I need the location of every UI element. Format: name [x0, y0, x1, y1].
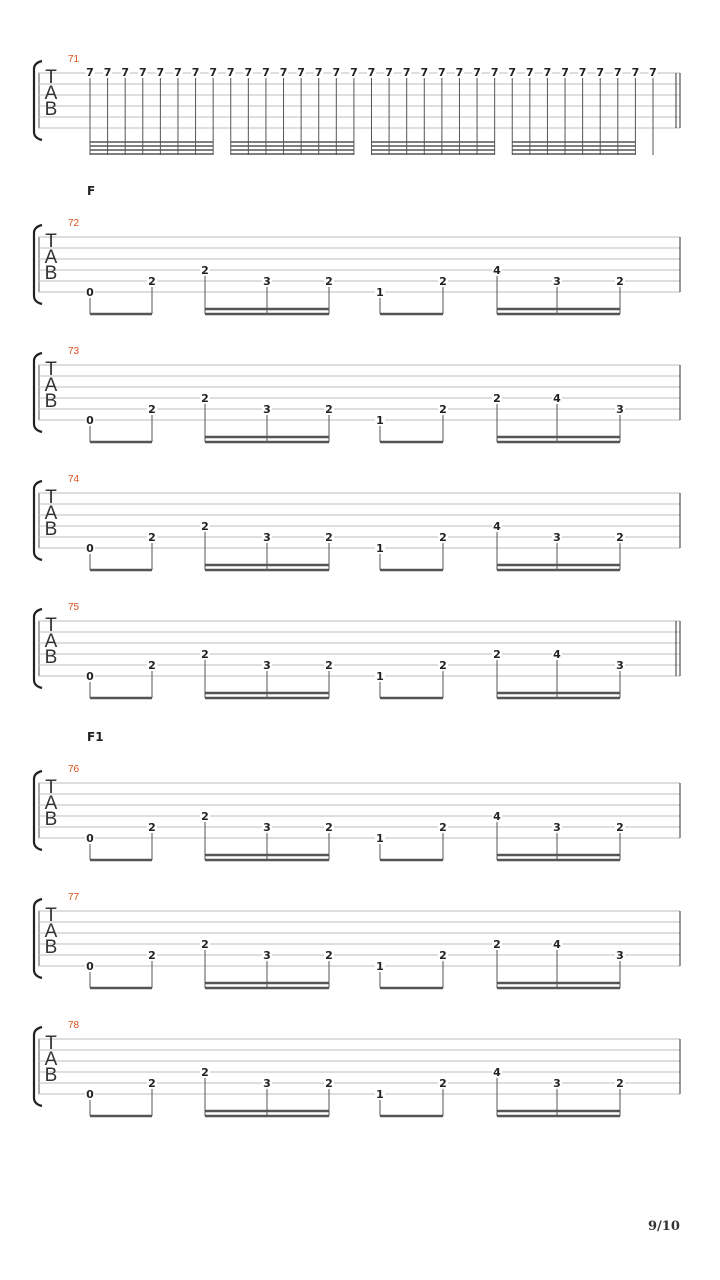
fret-number: 2 — [148, 949, 156, 962]
fret-number: 7 — [385, 66, 393, 79]
tab-system — [34, 602, 680, 698]
fret-number: 2 — [201, 810, 209, 823]
fret-number: 7 — [420, 66, 429, 79]
fret-number: 2 — [616, 531, 624, 544]
fret-number: 3 — [263, 821, 271, 834]
fret-number: 2 — [325, 403, 333, 416]
fret-number: 2 — [148, 275, 156, 288]
tab-system — [34, 184, 680, 314]
measure-number: 76 — [68, 764, 80, 775]
tab-clef-letter: T — [45, 67, 57, 88]
tab-system — [34, 346, 680, 442]
measure-number: 73 — [68, 346, 80, 357]
section-label: F1 — [87, 730, 104, 744]
tab-clef-letter: T — [45, 487, 57, 508]
fret-number: 7 — [455, 66, 464, 79]
fret-number: 0 — [86, 1088, 94, 1101]
tab-system — [34, 730, 680, 860]
fret-number: 2 — [439, 1077, 447, 1090]
tab-clef-letter: A — [44, 375, 58, 396]
fret-number: 3 — [553, 821, 561, 834]
fret-number: 1 — [376, 414, 384, 427]
page-number: 9/10 — [648, 1219, 680, 1234]
tab-clef-letter: T — [45, 359, 57, 380]
measure-number: 75 — [68, 602, 80, 613]
fret-number: 2 — [616, 821, 624, 834]
tab-clef-letter: A — [44, 1049, 58, 1070]
fret-number: 3 — [263, 403, 271, 416]
fret-number: 2 — [439, 531, 447, 544]
fret-number: 2 — [439, 659, 447, 672]
tab-clef-letter: T — [45, 905, 57, 926]
fret-number: 7 — [279, 66, 288, 79]
fret-number: 2 — [148, 659, 156, 672]
fret-number: 7 — [138, 66, 147, 79]
fret-number: 1 — [376, 670, 384, 683]
fret-number: 4 — [493, 1066, 501, 1079]
fret-number: 2 — [201, 392, 209, 405]
tab-clef-letter: B — [44, 1065, 58, 1086]
fret-number: 2 — [201, 1066, 209, 1079]
fret-number: 7 — [332, 66, 341, 79]
fret-number: 2 — [493, 938, 501, 951]
fret-number: 2 — [616, 1077, 624, 1090]
fret-number: 2 — [201, 938, 209, 951]
tab-clef-letter: B — [44, 99, 58, 120]
tab-clef-letter: B — [44, 937, 58, 958]
fret-number: 0 — [86, 832, 94, 845]
fret-number: 7 — [631, 66, 640, 79]
fret-number: 7 — [350, 66, 358, 79]
fret-number: 2 — [325, 1077, 333, 1090]
tab-clef-letter: A — [44, 631, 58, 652]
fret-number: 3 — [263, 275, 271, 288]
measure-number: 74 — [68, 474, 80, 485]
fret-number: 7 — [103, 66, 112, 79]
fret-number: 2 — [439, 821, 447, 834]
fret-number: 7 — [526, 66, 534, 79]
fret-number: 3 — [616, 659, 624, 672]
fret-number: 7 — [438, 66, 446, 79]
fret-number: 4 — [553, 648, 561, 661]
fret-number: 3 — [263, 531, 271, 544]
fret-number: 2 — [201, 520, 209, 533]
fret-number: 0 — [86, 542, 94, 555]
tab-system — [34, 54, 680, 155]
fret-number: 0 — [86, 286, 94, 299]
fret-number: 2 — [201, 648, 209, 661]
fret-number: 7 — [367, 66, 376, 79]
fret-number: 7 — [490, 66, 499, 79]
measure-number: 77 — [68, 892, 80, 903]
fret-number: 7 — [174, 66, 182, 79]
fret-number: 0 — [86, 960, 94, 973]
fret-number: 3 — [553, 275, 561, 288]
tab-clef-letter: B — [44, 263, 58, 284]
fret-number: 4 — [493, 810, 501, 823]
fret-number: 3 — [616, 403, 624, 416]
fret-number: 2 — [148, 531, 156, 544]
tab-system — [34, 1020, 680, 1116]
tab-clef-letter: A — [44, 921, 58, 942]
fret-number: 1 — [376, 832, 384, 845]
tab-clef-letter: A — [44, 83, 58, 104]
fret-number: 1 — [376, 960, 384, 973]
fret-number: 3 — [263, 1077, 271, 1090]
fret-number: 7 — [561, 66, 569, 79]
fret-number: 7 — [314, 66, 323, 79]
measure-number: 78 — [68, 1020, 80, 1031]
fret-number: 2 — [439, 275, 447, 288]
tab-clef-letter: A — [44, 793, 58, 814]
fret-number: 2 — [325, 821, 333, 834]
fret-number: 4 — [493, 520, 501, 533]
fret-number: 2 — [148, 1077, 156, 1090]
fret-number: 7 — [86, 66, 94, 79]
fret-number: 7 — [191, 66, 200, 79]
measure-number: 71 — [68, 54, 80, 65]
fret-number: 7 — [226, 66, 235, 79]
tab-clef-letter: B — [44, 809, 58, 830]
fret-number: 7 — [473, 66, 481, 79]
fret-number: 1 — [376, 286, 384, 299]
fret-number: 7 — [508, 66, 517, 79]
tab-clef-letter: B — [44, 391, 58, 412]
fret-number: 7 — [262, 66, 270, 79]
fret-number: 4 — [553, 392, 561, 405]
fret-number: 2 — [493, 392, 501, 405]
fret-number: 1 — [376, 542, 384, 555]
fret-number: 2 — [493, 648, 501, 661]
tab-clef-letter: A — [44, 503, 58, 524]
fret-number: 7 — [156, 66, 165, 79]
tab-clef-letter: B — [44, 647, 58, 668]
fret-number: 2 — [148, 821, 156, 834]
fret-number: 2 — [439, 403, 447, 416]
tab-clef-letter: T — [45, 777, 57, 798]
fret-number: 4 — [553, 938, 561, 951]
fret-number: 7 — [596, 66, 605, 79]
fret-number: 1 — [376, 1088, 384, 1101]
fret-number: 7 — [297, 66, 305, 79]
fret-number: 2 — [325, 659, 333, 672]
fret-number: 7 — [543, 66, 552, 79]
fret-number: 2 — [616, 275, 624, 288]
tab-clef-letter: B — [44, 519, 58, 540]
fret-number: 2 — [325, 275, 333, 288]
fret-number: 3 — [553, 531, 561, 544]
tab-clef-letter: T — [45, 231, 57, 252]
fret-number: 7 — [121, 66, 130, 79]
fret-number: 3 — [616, 949, 624, 962]
fret-number: 3 — [553, 1077, 561, 1090]
fret-number: 3 — [263, 659, 271, 672]
fret-number: 4 — [493, 264, 501, 277]
fret-number: 7 — [244, 66, 253, 79]
fret-number: 2 — [325, 949, 333, 962]
fret-number: 0 — [86, 414, 94, 427]
fret-number: 7 — [613, 66, 622, 79]
tab-clef-letter: A — [44, 247, 58, 268]
tab-system — [34, 474, 680, 570]
fret-number: 7 — [649, 66, 657, 79]
fret-number: 3 — [263, 949, 271, 962]
fret-number: 0 — [86, 670, 94, 683]
fret-number: 2 — [201, 264, 209, 277]
fret-number: 7 — [209, 66, 217, 79]
fret-number: 7 — [578, 66, 587, 79]
tab-system — [34, 892, 680, 988]
fret-number: 2 — [439, 949, 447, 962]
measure-number: 72 — [68, 218, 80, 229]
tab-clef-letter: T — [45, 1033, 57, 1054]
fret-number: 2 — [325, 531, 333, 544]
tab-clef-letter: T — [45, 615, 57, 636]
section-label: F — [87, 184, 96, 198]
fret-number: 2 — [148, 403, 156, 416]
fret-number: 7 — [402, 66, 411, 79]
